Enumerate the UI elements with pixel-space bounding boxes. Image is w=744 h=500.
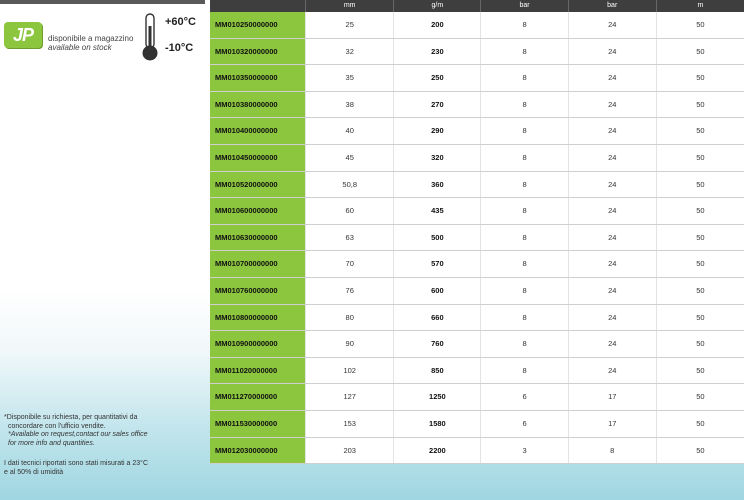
cell-working-pressure: 8	[480, 305, 567, 331]
cell-length: 50	[656, 384, 744, 410]
temp-min-label: -10°C	[165, 42, 194, 54]
cell-burst-pressure: 24	[568, 278, 656, 304]
table-row	[210, 331, 744, 358]
footnote-availability-en: *Available on request,contact our sales office	[8, 431, 148, 438]
cell-burst-pressure: 24	[568, 145, 656, 171]
cell-diameter: 102	[305, 358, 393, 384]
cell-working-pressure: 6	[480, 384, 567, 410]
footnote-availability-en-cont: for more info and quantities.	[8, 439, 95, 447]
table-header-row	[210, 0, 744, 12]
table-row	[210, 438, 744, 465]
footnotes	[4, 414, 204, 477]
cell-working-pressure: 8	[480, 358, 567, 384]
header-cell-pressure: bar	[480, 0, 567, 12]
cell-length: 50	[656, 278, 744, 304]
table-row	[210, 278, 744, 305]
cell-product-code: MM011530000000	[210, 411, 305, 437]
cell-product-code: MM010900000000	[210, 331, 305, 357]
cell-working-pressure: 3	[480, 438, 567, 464]
table-row	[210, 305, 744, 332]
header-cell-length: m	[656, 0, 744, 12]
cell-weight: 200	[393, 12, 480, 38]
cell-working-pressure: 8	[480, 251, 567, 277]
table-row	[210, 225, 744, 252]
cell-length: 50	[656, 251, 744, 277]
cell-length: 50	[656, 438, 744, 464]
cell-weight: 435	[393, 198, 480, 224]
cell-product-code: MM010350000000	[210, 65, 305, 91]
cell-length: 50	[656, 198, 744, 224]
cell-working-pressure: 8	[480, 92, 567, 118]
header-cell-burst: bar	[568, 0, 656, 12]
cell-burst-pressure: 24	[568, 305, 656, 331]
cell-length: 50	[656, 225, 744, 251]
cell-working-pressure: 8	[480, 39, 567, 65]
cell-working-pressure: 8	[480, 65, 567, 91]
cell-working-pressure: 6	[480, 411, 567, 437]
stock-legend	[48, 34, 133, 52]
table-body	[210, 12, 744, 464]
cell-length: 50	[656, 145, 744, 171]
cell-product-code: MM010400000000	[210, 118, 305, 144]
cell-burst-pressure: 24	[568, 172, 656, 198]
cell-product-code: MM010520000000	[210, 172, 305, 198]
table-row	[210, 92, 744, 119]
cell-diameter: 35	[305, 65, 393, 91]
cell-weight: 500	[393, 225, 480, 251]
cell-weight: 850	[393, 358, 480, 384]
footnote-measurement: I dati tecnici riportati sono stati misurati a 23°C	[4, 460, 149, 467]
cell-burst-pressure: 8	[568, 438, 656, 464]
cell-length: 50	[656, 411, 744, 437]
cell-product-code: MM011270000000	[210, 384, 305, 410]
cell-burst-pressure: 24	[568, 358, 656, 384]
cell-diameter: 70	[305, 251, 393, 277]
cell-diameter: 203	[305, 438, 393, 464]
table-row	[210, 172, 744, 199]
cell-product-code: MM010630000000	[210, 225, 305, 251]
cell-length: 50	[656, 358, 744, 384]
cell-weight: 600	[393, 278, 480, 304]
cell-weight: 2200	[393, 438, 480, 464]
cell-weight: 1250	[393, 384, 480, 410]
cell-length: 50	[656, 305, 744, 331]
cell-weight: 270	[393, 92, 480, 118]
cell-product-code: MM010450000000	[210, 145, 305, 171]
cell-weight: 760	[393, 331, 480, 357]
cell-working-pressure: 8	[480, 172, 567, 198]
cell-diameter: 127	[305, 384, 393, 410]
cell-burst-pressure: 24	[568, 12, 656, 38]
cell-product-code: MM010800000000	[210, 305, 305, 331]
cell-working-pressure: 8	[480, 118, 567, 144]
cell-working-pressure: 8	[480, 278, 567, 304]
cell-product-code: MM010320000000	[210, 39, 305, 65]
cell-diameter: 25	[305, 12, 393, 38]
header-cell-weight: g/m	[393, 0, 480, 12]
footnote-availability-it-cont: concordare con l'ufficio vendite.	[8, 422, 106, 430]
cell-burst-pressure: 24	[568, 39, 656, 65]
cell-working-pressure: 8	[480, 198, 567, 224]
table-row	[210, 251, 744, 278]
jp-logo-text: JP	[12, 24, 34, 45]
cell-working-pressure: 8	[480, 225, 567, 251]
cell-weight: 320	[393, 145, 480, 171]
cell-diameter: 63	[305, 225, 393, 251]
cell-working-pressure: 8	[480, 12, 567, 38]
header-cell-diameter: mm	[305, 0, 393, 12]
cell-burst-pressure: 24	[568, 251, 656, 277]
cell-diameter: 60	[305, 198, 393, 224]
cell-product-code: MM011020000000	[210, 358, 305, 384]
cell-product-code: MM010250000000	[210, 12, 305, 38]
cell-burst-pressure: 24	[568, 65, 656, 91]
cell-burst-pressure: 24	[568, 92, 656, 118]
cell-weight: 290	[393, 118, 480, 144]
cell-diameter: 40	[305, 118, 393, 144]
cell-weight: 1580	[393, 411, 480, 437]
footnote-availability-it: *Disponibile su richiesta, per quantitativi da	[4, 414, 138, 421]
cell-weight: 250	[393, 65, 480, 91]
stock-label-it: disponibile a magazzino	[48, 34, 134, 43]
thermometer-icon	[140, 12, 160, 62]
cell-length: 50	[656, 12, 744, 38]
cell-product-code: MM010600000000	[210, 198, 305, 224]
cell-product-code: MM010700000000	[210, 251, 305, 277]
cell-weight: 570	[393, 251, 480, 277]
table-row	[210, 39, 744, 66]
cell-diameter: 90	[305, 331, 393, 357]
cell-weight: 230	[393, 39, 480, 65]
cell-burst-pressure: 24	[568, 225, 656, 251]
jp-logo	[4, 22, 42, 48]
cell-weight: 660	[393, 305, 480, 331]
cell-product-code: MM010760000000	[210, 278, 305, 304]
cell-diameter: 80	[305, 305, 393, 331]
cell-diameter: 32	[305, 39, 393, 65]
stock-label-en: available on stock	[48, 43, 112, 52]
cell-length: 50	[656, 39, 744, 65]
cell-product-code: MM012030000000	[210, 438, 305, 464]
spec-table	[210, 0, 744, 464]
table-row	[210, 65, 744, 92]
top-divider-line	[0, 0, 205, 4]
cell-length: 50	[656, 92, 744, 118]
cell-length: 50	[656, 118, 744, 144]
cell-burst-pressure: 17	[568, 384, 656, 410]
table-row	[210, 12, 744, 39]
table-row	[210, 411, 744, 438]
cell-weight: 360	[393, 172, 480, 198]
cell-diameter: 45	[305, 145, 393, 171]
cell-length: 50	[656, 331, 744, 357]
cell-diameter: 50,8	[305, 172, 393, 198]
cell-length: 50	[656, 172, 744, 198]
cell-burst-pressure: 24	[568, 118, 656, 144]
table-row	[210, 358, 744, 385]
cell-burst-pressure: 24	[568, 331, 656, 357]
cell-diameter: 38	[305, 92, 393, 118]
cell-working-pressure: 8	[480, 331, 567, 357]
cell-diameter: 76	[305, 278, 393, 304]
cell-diameter: 153	[305, 411, 393, 437]
temp-max-label: +60°C	[165, 16, 197, 28]
cell-working-pressure: 8	[480, 145, 567, 171]
table-row	[210, 145, 744, 172]
header-cell-code	[210, 0, 305, 12]
table-row	[210, 198, 744, 225]
cell-burst-pressure: 24	[568, 198, 656, 224]
cell-length: 50	[656, 65, 744, 91]
table-row	[210, 384, 744, 411]
cell-product-code: MM010380000000	[210, 92, 305, 118]
cell-burst-pressure: 17	[568, 411, 656, 437]
footnote-measurement-cont: e al 50% di umidità	[4, 468, 64, 476]
table-row	[210, 118, 744, 145]
